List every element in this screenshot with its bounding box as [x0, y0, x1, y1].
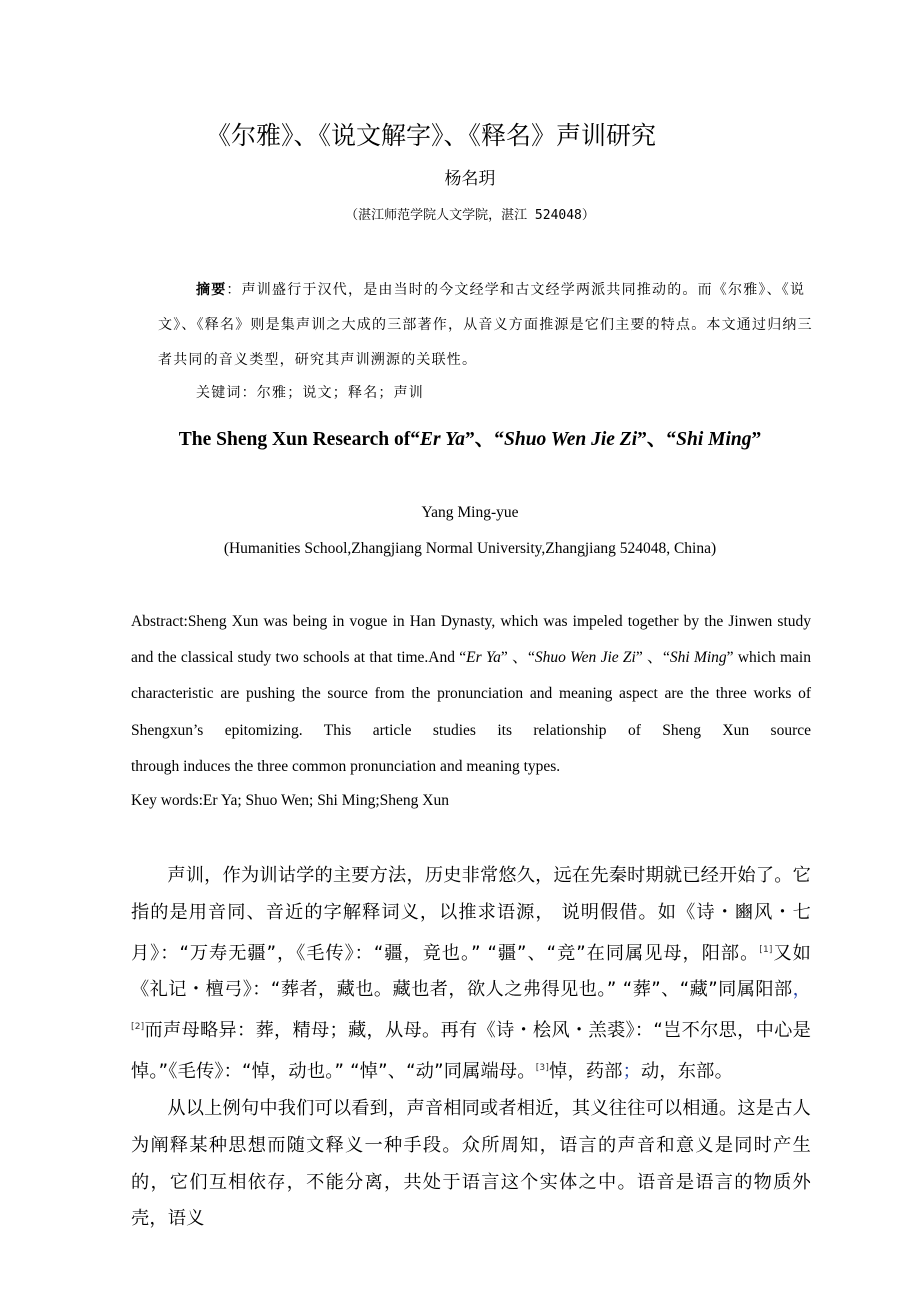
english-abstract-text: Abstract:Sheng Xun was being in vogue in Han Dynasty, which was impeled together by the Jinwen study and the classical study two schools at that time.And “ — [131, 613, 811, 667]
abstract-cn-text: 声训盛行于汉代，是由当时的今文经学和古文经学两派共同推动的。而《尔雅》、《说文》、《释名》则是集声训之大成的三部著作，从音义方面推源是它们主要的特点。本文通过归纳三者共同的音义类型，研究其声训溯源的关联性。 — [158, 282, 813, 368]
body-text-run: 又如《礼记・檀弓》：“葬者，藏也。藏也者，欲人之弗得见也。” “葬”、“藏”同属阳部 — [131, 942, 811, 1001]
english-title — [0, 423, 920, 451]
body-paragraph-1 — [131, 858, 811, 1091]
body-text-run: 而声母略异：葬，精母；藏，从母。再有《诗・桧风・羔裘》：“岂不尔思，中心是悼。”《毛传》：“悼，动也。” “悼”、“动”同属端母。 — [131, 1020, 811, 1083]
footnote-ref-1[interactable]: [1] — [759, 944, 773, 955]
english-title-quote: ” — [751, 429, 762, 450]
english-abstract — [131, 604, 811, 785]
body-punct: ， — [792, 979, 811, 1001]
body-punct: ； — [622, 1061, 642, 1083]
english-title-quote: “ — [410, 429, 420, 450]
english-title-sep: ”、“ — [637, 429, 677, 450]
body-paragraph-2: 从以上例句中我们可以看到，声音相同或者相近，其义往往可以相通。这是古人为阐释某种思想而随文释义一种手段。众所周知，语言的声音和意义是同时产生的，它们互相依存，不能分离，共处于语言这个实体之中。语音是语言的物质外壳，语义 — [131, 1097, 811, 1230]
abstract-cn-colon: ： — [226, 282, 242, 298]
body-text-run: 动，东部。 — [641, 1061, 733, 1083]
english-affiliation: (Humanities School,Zhangjiang Normal University,Zhangjiang 524048, China) — [223, 540, 717, 557]
footnote-ref-2[interactable]: [2] — [131, 1022, 145, 1033]
english-title-sep: ”、“ — [465, 429, 505, 450]
english-keywords: Key words:Er Ya; Shuo Wen; Shi Ming;Sheng Xun — [131, 792, 449, 809]
english-abstract-last-line: through induces the three common pronunciation and meaning types. — [131, 757, 561, 775]
english-abstract-shuo-wen: Shuo Wen Jie Zi — [534, 649, 636, 667]
english-title-shuo-wen: Shuo Wen Jie Zi — [504, 429, 638, 450]
english-abstract-shi-ming: Shi Ming — [669, 649, 727, 667]
english-abstract-text: ” which main characteristic are pushing the source from the pronunciation and meaning aspect are the three works of Shengxun’s epitomizing. This article studies its relationship of Sheng Xun source — [131, 649, 811, 739]
english-author: Yang Ming-yue — [421, 504, 519, 521]
author-affiliation: （湛江师范学院人文学院，湛江 524048） — [345, 208, 595, 223]
english-title-er-ya: Er Ya — [420, 429, 465, 450]
abstract-cn-label: 摘要 — [196, 282, 227, 298]
author-name: 杨名玥 — [444, 169, 496, 189]
english-title-shi-ming: Shi Ming — [676, 429, 752, 450]
footnote-ref-3[interactable]: [3] — [535, 1063, 550, 1074]
english-abstract-er-ya: Er Ya — [466, 649, 501, 667]
english-title-prefix: The Sheng Xun Research of — [178, 429, 411, 450]
paper-title: 《尔雅》、《说文解字》、《释名》声训研究 — [205, 121, 656, 150]
body-text-run: 声训，作为训诂学的主要方法，历史非常悠久，远在先秦时期就已经开始了。它指的是用音同、音近的字解释词义，以推求语源， 说明假借。如《诗・豳风・七月》：“万寿无疆”，《毛传》：“疆，竟也。” “疆”、“竞”在同属见母，阳部。 — [131, 865, 811, 964]
english-abstract-sep: ” 、“ — [635, 649, 670, 667]
body-text — [131, 858, 811, 1238]
abstract-cn — [158, 273, 814, 378]
english-abstract-sep: ” 、“ — [500, 649, 535, 667]
body-text-run: 悼，药部 — [549, 1061, 623, 1083]
keywords-cn: 关键词：尔雅；说文；释名；声训 — [196, 385, 424, 401]
